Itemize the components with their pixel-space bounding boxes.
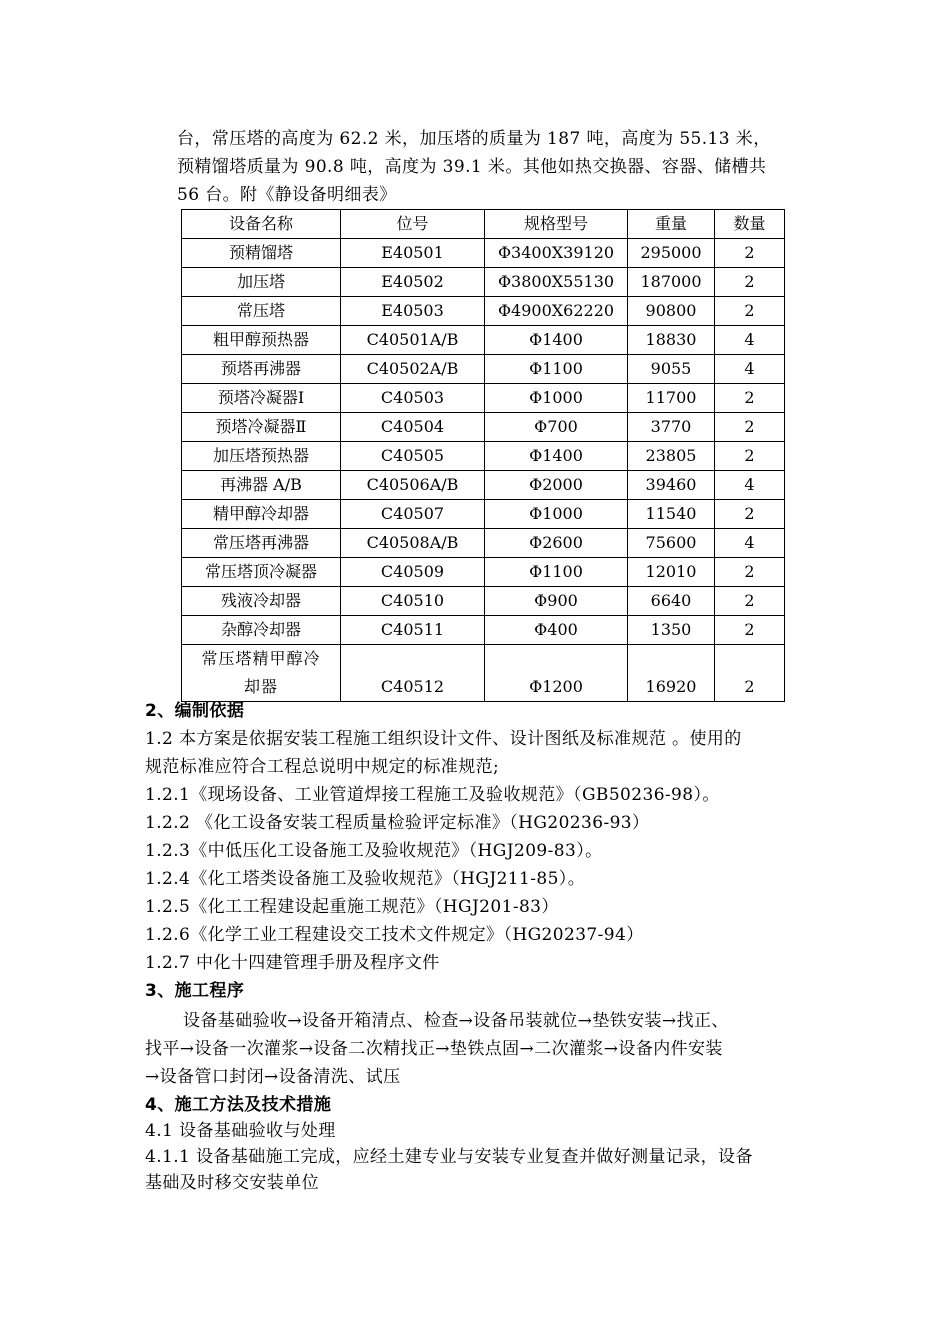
cell-tag: C40510: [341, 587, 485, 616]
table-row: [182, 558, 785, 587]
cell-name: 粗甲醇预热器: [182, 326, 341, 355]
cell-tag: C40502A/B: [341, 355, 485, 384]
section-3-line-1: 设备基础验收→设备开箱清点、检查→设备吊装就位→垫铁安装→找正、: [183, 1011, 729, 1031]
table-row: [182, 355, 785, 384]
cell-qty: 2: [715, 587, 785, 616]
cell-weight: 18830: [628, 326, 715, 355]
cell-tag: E40502: [341, 268, 485, 297]
cell-weight: 1350: [628, 616, 715, 645]
table-row: [182, 384, 785, 413]
cell-name: 加压塔预热器: [182, 442, 341, 471]
reference-item: 1.2.7 中化十四建管理手册及程序文件: [145, 953, 440, 973]
cell-weight: 11700: [628, 384, 715, 413]
cell-qty: 4: [715, 471, 785, 500]
section-2-paragraph-line-2: 规范标准应符合工程总说明中规定的标准规范;: [145, 757, 500, 777]
intro-line-2: 预精馏塔质量为 90.8 吨，高度为 39.1 米。其他如热交换器、容器、储槽共: [177, 157, 767, 177]
reference-item: 1.2.3《中低压化工设备施工及验收规范》（HGJ209-83）。: [145, 841, 603, 861]
cell-weight: 75600: [628, 529, 715, 558]
cell-tag: C40511: [341, 616, 485, 645]
cell-qty: 2: [715, 297, 785, 326]
header-spec: 规格型号: [485, 210, 628, 239]
cell-spec: Φ1200: [485, 645, 628, 702]
intro-line-1: 台，常压塔的高度为 62.2 米，加压塔的质量为 187 吨，高度为 55.13 米，: [177, 129, 771, 149]
cell-qty: 2: [715, 384, 785, 413]
intro-line-3: 56 台。附《静设备明细表》: [177, 185, 397, 205]
table-row: [182, 442, 785, 471]
cell-spec: Φ2600: [485, 529, 628, 558]
cell-spec: Φ4900X62220: [485, 297, 628, 326]
cell-tag: C40506A/B: [341, 471, 485, 500]
cell-qty: 2: [715, 616, 785, 645]
cell-name: 杂醇冷却器: [182, 616, 341, 645]
table-row: [182, 268, 785, 297]
cell-name: 再沸器 A/B: [182, 471, 341, 500]
cell-tag: C40504: [341, 413, 485, 442]
cell-qty: 2: [715, 413, 785, 442]
cell-weight: 11540: [628, 500, 715, 529]
section-4-subheading: 4.1 设备基础验收与处理: [145, 1121, 336, 1141]
table-row: [182, 413, 785, 442]
section-4-paragraph-line-2: 基础及时移交安装单位: [145, 1173, 319, 1193]
cell-name-line-2: 却器: [243, 677, 278, 696]
cell-weight: 39460: [628, 471, 715, 500]
reference-item: 1.2.6《化学工业工程建设交工技术文件规定》（HG20237-94）: [145, 925, 644, 945]
cell-qty: 2: [715, 645, 785, 702]
cell-name: [182, 645, 341, 702]
cell-weight: 16920: [628, 645, 715, 702]
table-row: [182, 616, 785, 645]
cell-spec: Φ1100: [485, 558, 628, 587]
cell-tag: C40505: [341, 442, 485, 471]
cell-qty: 2: [715, 239, 785, 268]
cell-weight: 9055: [628, 355, 715, 384]
cell-weight: 295000: [628, 239, 715, 268]
cell-spec: Φ700: [485, 413, 628, 442]
cell-name: 预塔再沸器: [182, 355, 341, 384]
cell-name: 预塔冷凝器Ⅰ: [182, 384, 341, 413]
table-row: [182, 239, 785, 268]
cell-spec: Φ3800X55130: [485, 268, 628, 297]
table-row: [182, 297, 785, 326]
cell-weight: 90800: [628, 297, 715, 326]
cell-name: 精甲醇冷却器: [182, 500, 341, 529]
header-weight: 重量: [628, 210, 715, 239]
cell-name: 加压塔: [182, 268, 341, 297]
cell-spec: Φ1100: [485, 355, 628, 384]
reference-item: 1.2.1《现场设备、工业管道焊接工程施工及验收规范》（GB50236-98）。: [145, 785, 720, 805]
cell-tag: C40501A/B: [341, 326, 485, 355]
table-row: [182, 471, 785, 500]
cell-tag: C40508A/B: [341, 529, 485, 558]
cell-weight: 3770: [628, 413, 715, 442]
cell-qty: 4: [715, 355, 785, 384]
cell-qty: 2: [715, 442, 785, 471]
cell-weight: 23805: [628, 442, 715, 471]
cell-name: 常压塔再沸器: [182, 529, 341, 558]
section-3-line-3: →设备管口封闭→设备清洗、试压: [145, 1067, 401, 1087]
table-row: [182, 326, 785, 355]
cell-name: 预塔冷凝器Ⅱ: [182, 413, 341, 442]
table-row: [182, 587, 785, 616]
cell-spec: Φ3400X39120: [485, 239, 628, 268]
cell-name-line-1: 常压塔精甲醇冷: [201, 649, 321, 668]
cell-tag: E40501: [341, 239, 485, 268]
cell-weight: 187000: [628, 268, 715, 297]
reference-item: 1.2.2 《化工设备安装工程质量检验评定标准》（HG20236-93）: [145, 813, 650, 833]
table-row: [182, 529, 785, 558]
table-header-row: [182, 210, 785, 239]
cell-spec: Φ1000: [485, 500, 628, 529]
table-row: [182, 500, 785, 529]
cell-name: 常压塔: [182, 297, 341, 326]
cell-tag: C40503: [341, 384, 485, 413]
section-3-line-2: 找平→设备一次灌浆→设备二次精找正→垫铁点固→二次灌浆→设备内件安装: [145, 1039, 723, 1059]
cell-weight: 6640: [628, 587, 715, 616]
cell-qty: 4: [715, 529, 785, 558]
reference-item: 1.2.4《化工塔类设备施工及验收规范》（HGJ211-85）。: [145, 869, 586, 889]
header-name: 设备名称: [182, 210, 341, 239]
cell-spec: Φ1000: [485, 384, 628, 413]
cell-name: 残液冷却器: [182, 587, 341, 616]
header-tag: 位号: [341, 210, 485, 239]
cell-name: 预精馏塔: [182, 239, 341, 268]
cell-spec: Φ2000: [485, 471, 628, 500]
cell-qty: 2: [715, 558, 785, 587]
cell-spec: Φ1400: [485, 442, 628, 471]
cell-spec: Φ1400: [485, 326, 628, 355]
equipment-table: [181, 209, 785, 702]
reference-item: 1.2.5《化工工程建设起重施工规范》（HGJ201-83）: [145, 897, 559, 917]
cell-name: 常压塔顶冷凝器: [182, 558, 341, 587]
section-4-heading: 4、施工方法及技术措施: [145, 1095, 332, 1115]
cell-weight: 12010: [628, 558, 715, 587]
cell-qty: 4: [715, 326, 785, 355]
table-row: [182, 645, 785, 702]
cell-tag: C40507: [341, 500, 485, 529]
cell-spec: Φ900: [485, 587, 628, 616]
cell-tag: C40512: [341, 645, 485, 702]
section-2-heading: 2、编制依据: [145, 701, 245, 721]
header-qty: 数量: [715, 210, 785, 239]
cell-tag: E40503: [341, 297, 485, 326]
section-2-paragraph-line-1: 1.2 本方案是依据安装工程施工组织设计文件、设计图纸及标准规范 。使用的: [145, 729, 742, 749]
cell-tag: C40509: [341, 558, 485, 587]
cell-qty: 2: [715, 500, 785, 529]
cell-qty: 2: [715, 268, 785, 297]
section-3-heading: 3、施工程序: [145, 981, 245, 1001]
cell-spec: Φ400: [485, 616, 628, 645]
section-4-paragraph-line-1: 4.1.1 设备基础施工完成，应经土建专业与安装专业复查并做好测量记录，设备: [145, 1147, 753, 1167]
